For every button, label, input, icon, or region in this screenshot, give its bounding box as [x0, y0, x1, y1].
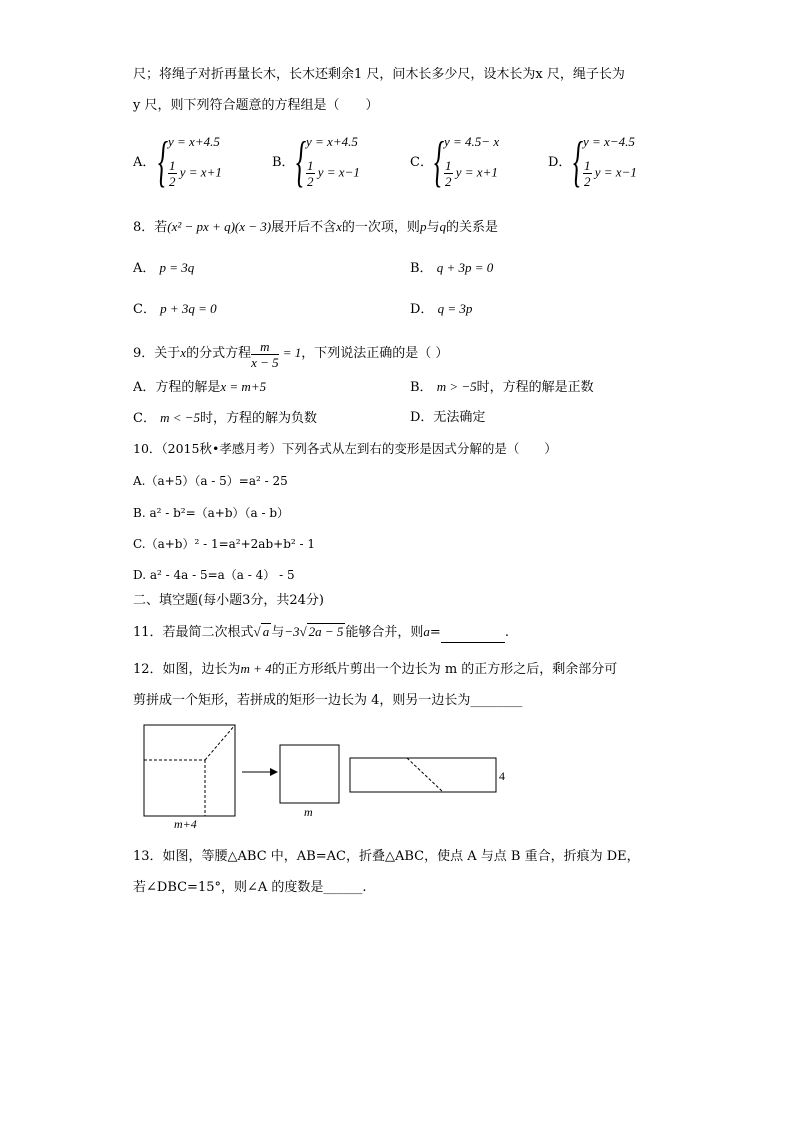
q10-option-c: C.（a+b）² - 1=a²+2ab+b² - 1 — [133, 537, 315, 551]
large-square — [144, 725, 235, 816]
cut-line-diagonal — [205, 725, 235, 760]
answer-blank[interactable] — [441, 624, 505, 643]
rectangle — [350, 758, 496, 792]
left-brace-icon: { — [296, 131, 307, 193]
q7-option-a-label: A． — [133, 155, 156, 170]
section-heading: 二、填空题(每小题3分，共24分) — [133, 593, 324, 608]
q9-option-a: A．方程的解是x = m+5 — [133, 379, 267, 395]
q10-stem: 10．（2015秋•孝感月考）下列各式从左到右的变形是因式分解的是（ ） — [133, 441, 557, 456]
q9-option-c: C． m < −5时，方程的解为负数 — [133, 410, 318, 426]
q8-option-d: D． q = 3p — [410, 301, 473, 317]
small-square — [280, 745, 339, 803]
q8-option-a: A． p = 3q — [133, 260, 195, 276]
left-brace-icon: { — [158, 131, 169, 193]
q10-option-b: B. a² - b²=（a+b）（a - b） — [133, 506, 290, 520]
q9-option-b: B． m > −5时，方程的解是正数 — [410, 379, 594, 395]
rectangle-dashed-line — [407, 758, 443, 792]
q7-option-d-label: D． — [548, 155, 572, 170]
q8-stem: 8．若(x² − px + q)(x − 3)展开后不含x的一次项，则p与q的关系是 — [133, 219, 498, 235]
left-brace-icon: { — [434, 131, 445, 193]
q10-option-a: A.（a+5）（a - 5）=a² - 25 — [133, 474, 288, 488]
q9-stem: 9．关于x的分式方程 $\frac{m}{x - 5}$ = 1，下列说法正确的是（ ） — [133, 339, 449, 370]
q7-line2: y 尺，则下列符合题意的方程组是（ ） — [133, 98, 379, 113]
label-m: m — [304, 805, 313, 819]
arrow-head-icon — [270, 768, 278, 776]
q9-option-d: D．无法确定 — [410, 410, 486, 425]
q11-stem: 11．若最简二次根式√ a 与−3√ 2a − 5 能够合并，则a= . — [133, 623, 509, 643]
q12-figure — [130, 720, 530, 835]
q7-option-b-label: B． — [272, 155, 295, 170]
q7-option-c-label: C． — [410, 155, 433, 170]
q10-option-d: D. a² - 4a - 5=a（a - 4） - 5 — [133, 568, 295, 582]
label-4: 4 — [499, 769, 505, 783]
q8-option-b: B． q + 3p = 0 — [410, 260, 494, 276]
q13-line1: 13．如图，等腰△ABC 中，AB=AC，折叠△ABC，使点 A 与点 B 重合，折痕为 DE， — [133, 849, 640, 864]
q12-line2: 剪拼成一个矩形，若拼成的矩形一边长为 4，则另一边长为________ — [133, 693, 523, 708]
left-brace-icon: { — [573, 131, 584, 193]
q12-line1: 12．如图，边长为m + 4的正方形纸片剪出一个边长为 m 的正方形之后，剩余部分可 — [133, 661, 618, 677]
q7-line1: 尺；将绳子对折再量长木，长木还剩余1 尺，问木长多少尺，设木长为x 尺，绳子长为 — [133, 67, 625, 82]
label-m-plus-4: m+4 — [174, 817, 197, 831]
q13-line2: 若∠DBC=15°，则∠A 的度数是______. — [133, 880, 367, 895]
q8-option-c: C． p + 3q = 0 — [133, 301, 217, 317]
